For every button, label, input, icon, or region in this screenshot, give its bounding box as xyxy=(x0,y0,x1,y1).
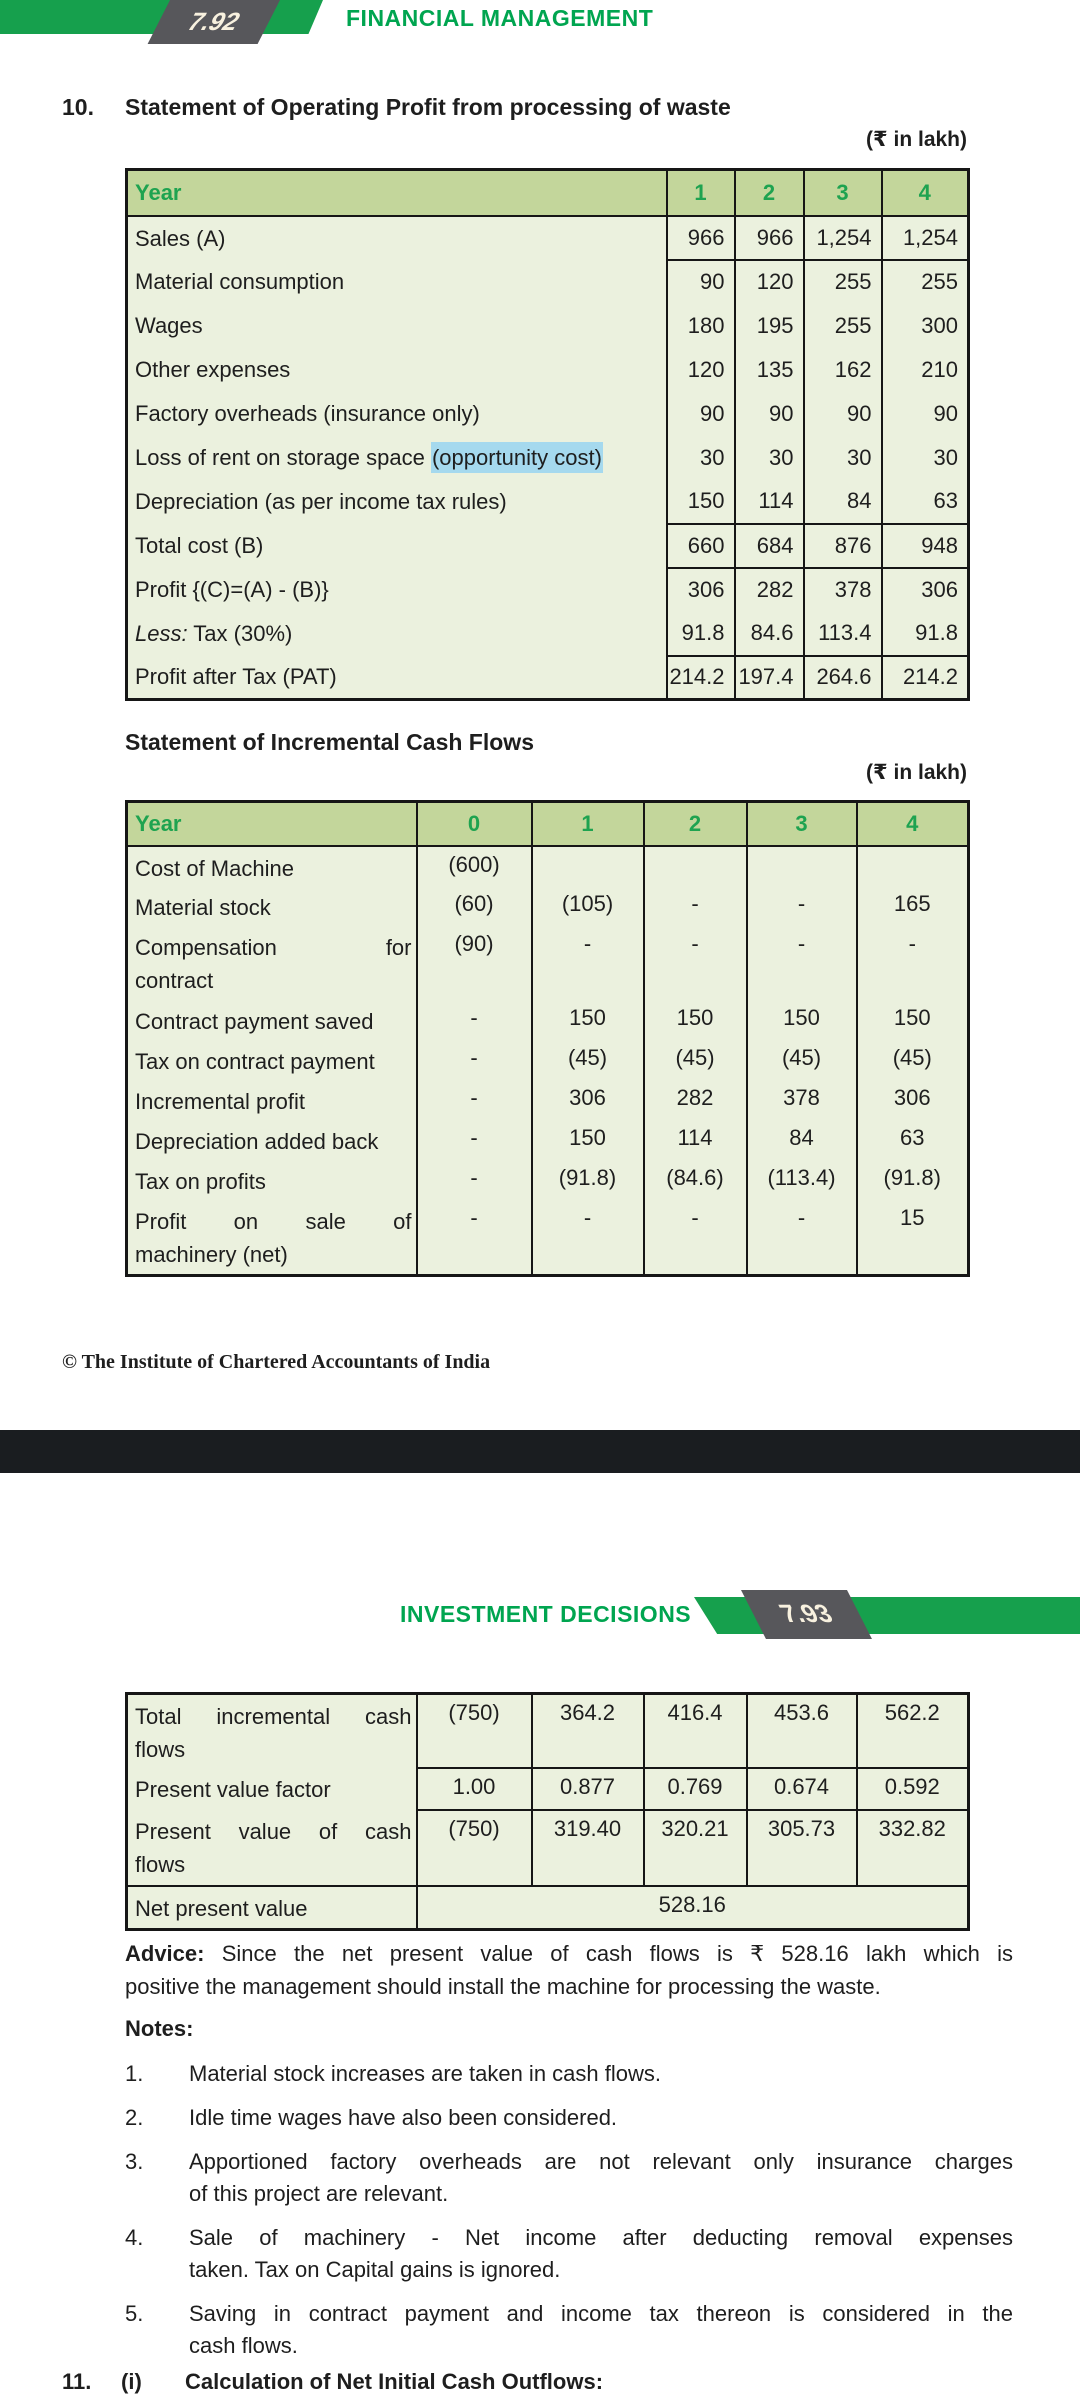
value-cell: 966 xyxy=(667,216,735,260)
value-cell xyxy=(644,846,747,886)
value-cell: 214.2 xyxy=(882,656,969,700)
table-row xyxy=(127,1040,969,1080)
value-cell xyxy=(857,846,969,886)
value-cell xyxy=(532,846,644,886)
value-cell: - xyxy=(644,926,747,1000)
note-text: Sale of machinery - Net income after deducting removal expenses taken. Tax on Capital gains is ignored. xyxy=(189,2225,1013,2282)
advice-label: Advice: xyxy=(125,1941,205,1966)
year-column-header: 0 xyxy=(417,802,532,846)
operating-profit-table xyxy=(125,168,970,701)
value-cell: (84.6) xyxy=(644,1160,747,1200)
item-sub-number: (i) xyxy=(121,2369,142,2394)
value-cell: 150 xyxy=(747,1000,857,1040)
value-cell: 306 xyxy=(667,568,735,612)
page-number: 7.92 xyxy=(182,7,246,36)
value-cell: 90 xyxy=(667,392,735,436)
value-cell: 453.6 xyxy=(747,1694,857,1768)
value-cell: 378 xyxy=(804,568,882,612)
value-cell: 30 xyxy=(804,436,882,480)
value-cell: (45) xyxy=(747,1040,857,1080)
value-cell: 416.4 xyxy=(644,1694,747,1768)
value-cell: 378 xyxy=(747,1080,857,1120)
row-label: Net present value xyxy=(127,1886,417,1930)
value-cell: 120 xyxy=(667,348,735,392)
row-label: Less: Tax (30%) xyxy=(135,621,293,646)
value-cell: 91.8 xyxy=(667,612,735,656)
row-label: Incremental profit xyxy=(135,1088,305,1114)
value-cell: 210 xyxy=(882,348,969,392)
value-cell: - xyxy=(417,1160,532,1200)
value-cell: (60) xyxy=(417,886,532,926)
note-item xyxy=(125,2058,1013,2090)
value-cell: (105) xyxy=(532,886,644,926)
value-cell: (91.8) xyxy=(857,1160,969,1200)
value-cell: 300 xyxy=(882,304,969,348)
value-cell: 1,254 xyxy=(882,216,969,260)
value-cell: 114 xyxy=(644,1120,747,1160)
value-cell xyxy=(747,846,857,886)
note-item xyxy=(125,2222,1013,2286)
value-cell: 1,254 xyxy=(804,216,882,260)
value-cell: 197.4 xyxy=(735,656,804,700)
text-highlight: (opportunity cost) xyxy=(431,442,603,473)
value-cell: (45) xyxy=(644,1040,747,1080)
table-row xyxy=(127,656,969,700)
value-cell: 214.2 xyxy=(667,656,735,700)
chapter-header-title: INVESTMENT DECISIONS xyxy=(400,1601,692,1627)
currency-note: (₹ in lakh) xyxy=(866,761,967,784)
row-label: Loss of rent on storage space (opportunity cost) xyxy=(127,436,667,480)
table-row xyxy=(127,348,969,392)
row-label: Depreciation (as per income tax rules) xyxy=(135,489,507,514)
value-cell: - xyxy=(644,886,747,926)
value-cell: 165 xyxy=(857,886,969,926)
value-cell: (113.4) xyxy=(747,1160,857,1200)
npv-table xyxy=(125,1692,970,1931)
row-label: Other expenses xyxy=(135,357,291,382)
table-row xyxy=(127,846,969,886)
value-cell: 966 xyxy=(735,216,804,260)
row-label: Profit {(C)=(A) - (B)} xyxy=(135,577,329,602)
value-cell: - xyxy=(747,886,857,926)
row-label: Present value factor xyxy=(135,1776,331,1802)
value-cell: 282 xyxy=(735,568,804,612)
note-text: Material stock increases are taken in cash flows. xyxy=(189,2061,661,2086)
table-row xyxy=(127,480,969,524)
merged-value-cell: 528.16 xyxy=(417,1886,969,1930)
value-cell: 0.769 xyxy=(644,1768,747,1810)
value-cell: 660 xyxy=(667,524,735,568)
value-cell: 364.2 xyxy=(532,1694,644,1768)
notes-heading: Notes: xyxy=(125,2016,194,2041)
page-number-badge xyxy=(148,0,280,44)
table-row xyxy=(127,886,969,926)
row-label: Material consumption xyxy=(135,269,345,294)
value-cell: 150 xyxy=(644,1000,747,1040)
row-label: Total cost (B) xyxy=(135,533,264,558)
item-number: 10. xyxy=(62,94,94,120)
note-text: Idle time wages have also been considered. xyxy=(189,2105,618,2130)
note-number: 1. xyxy=(125,2061,144,2086)
value-cell: (45) xyxy=(532,1040,644,1080)
value-cell: 320.21 xyxy=(644,1810,747,1886)
note-number: 3. xyxy=(125,2149,144,2174)
note-item xyxy=(125,2298,1013,2362)
table-row xyxy=(127,1810,969,1886)
header-row xyxy=(127,802,969,846)
value-cell: 113.4 xyxy=(804,612,882,656)
value-cell: 162 xyxy=(804,348,882,392)
value-cell: 876 xyxy=(804,524,882,568)
year-column-header: 1 xyxy=(667,170,735,216)
row-label: Contract payment saved xyxy=(135,1008,374,1034)
row-label: Tax on profits xyxy=(135,1168,266,1194)
row-label: Material stock xyxy=(135,894,271,920)
table-row xyxy=(127,1886,969,1930)
table-header xyxy=(127,170,969,216)
table-body xyxy=(127,216,969,700)
year-column-header: 2 xyxy=(644,802,747,846)
row-label: Profit on sale of machinery (net) xyxy=(135,1208,412,1267)
value-cell: 264.6 xyxy=(804,656,882,700)
value-cell: 84 xyxy=(747,1120,857,1160)
year-column-header: 1 xyxy=(532,802,644,846)
page-separator xyxy=(0,1430,1080,1473)
value-cell: (750) xyxy=(417,1694,532,1768)
value-cell: - xyxy=(417,1040,532,1080)
value-cell: 90 xyxy=(882,392,969,436)
value-cell: 0.592 xyxy=(857,1768,969,1810)
note-number: 2. xyxy=(125,2105,144,2130)
value-cell: - xyxy=(532,1200,644,1276)
value-cell: 30 xyxy=(882,436,969,480)
year-column-header: 3 xyxy=(747,802,857,846)
row-label: Depreciation added back xyxy=(135,1128,379,1154)
value-cell: 255 xyxy=(882,260,969,304)
value-cell: (750) xyxy=(417,1810,532,1886)
header-row xyxy=(127,170,969,216)
table-body xyxy=(127,1694,969,1930)
note-item xyxy=(125,2146,1013,2210)
value-cell: 91.8 xyxy=(882,612,969,656)
value-cell: 305.73 xyxy=(747,1810,857,1886)
value-cell: - xyxy=(532,926,644,1000)
value-cell: (91.8) xyxy=(532,1160,644,1200)
value-cell: 150 xyxy=(532,1120,644,1160)
value-cell: 306 xyxy=(532,1080,644,1120)
table-row xyxy=(127,392,969,436)
item-11-heading xyxy=(62,2369,603,2395)
value-cell: - xyxy=(747,1200,857,1276)
value-cell: 135 xyxy=(735,348,804,392)
row-label: Wages xyxy=(135,313,203,338)
table-row xyxy=(127,216,969,260)
table-row xyxy=(127,1694,969,1768)
item-title: Calculation of Net Initial Cash Outflows: xyxy=(185,2369,604,2394)
value-cell: - xyxy=(417,1120,532,1160)
statement-title: Statement of Operating Profit from processing of waste xyxy=(125,94,731,120)
value-cell: 120 xyxy=(735,260,804,304)
value-cell: 114 xyxy=(735,480,804,524)
value-cell: - xyxy=(417,1000,532,1040)
note-number: 4. xyxy=(125,2225,144,2250)
value-cell: 319.40 xyxy=(532,1810,644,1886)
year-column-header: 4 xyxy=(882,170,969,216)
table-row xyxy=(127,612,969,656)
value-cell: - xyxy=(644,1200,747,1276)
table-body xyxy=(127,846,969,1276)
value-cell: 150 xyxy=(857,1000,969,1040)
item-number: 11. xyxy=(62,2369,92,2394)
value-cell: 63 xyxy=(857,1120,969,1160)
value-cell: 948 xyxy=(882,524,969,568)
value-cell: 63 xyxy=(882,480,969,524)
value-cell: 90 xyxy=(804,392,882,436)
table-header xyxy=(127,802,969,846)
year-row-header: Year xyxy=(127,802,417,846)
value-cell: 306 xyxy=(882,568,969,612)
value-cell: 1.00 xyxy=(417,1768,532,1810)
value-cell: 30 xyxy=(735,436,804,480)
value-cell: 195 xyxy=(735,304,804,348)
note-number: 5. xyxy=(125,2301,144,2326)
advice-paragraph: Advice: Since the net present value of cash flows is ₹ 528.16 lakh which is positive the management should install the machine for processing the waste. xyxy=(125,1941,1013,1999)
value-cell: 282 xyxy=(644,1080,747,1120)
row-label: Sales (A) xyxy=(135,225,226,251)
value-cell: 15 xyxy=(857,1200,969,1276)
value-cell: 150 xyxy=(532,1000,644,1040)
value-cell: (45) xyxy=(857,1040,969,1080)
row-label: Compensation for contract xyxy=(135,934,412,993)
note-text: Saving in contract payment and income tax thereon is considered in the cash flows. xyxy=(189,2301,1013,2358)
table-row xyxy=(127,1120,969,1160)
row-label: Tax on contract payment xyxy=(135,1048,375,1074)
value-cell: 255 xyxy=(804,304,882,348)
row-label: Total incremental cash flows xyxy=(135,1704,412,1762)
table-row xyxy=(127,524,969,568)
row-label: Cost of Machine xyxy=(135,855,294,881)
table-row xyxy=(127,436,969,480)
year-column-header: 3 xyxy=(804,170,882,216)
table-row xyxy=(127,1200,969,1276)
row-label: Factory overheads (insurance only) xyxy=(135,401,480,426)
value-cell: - xyxy=(747,926,857,1000)
value-cell: - xyxy=(417,1080,532,1120)
table-row xyxy=(127,304,969,348)
value-cell: 180 xyxy=(667,304,735,348)
value-cell: 0.674 xyxy=(747,1768,857,1810)
currency-note: (₹ in lakh) xyxy=(866,128,967,151)
row-label: Profit after Tax (PAT) xyxy=(135,664,337,690)
table-row xyxy=(127,568,969,612)
note-item xyxy=(125,2102,1013,2134)
year-column-header: 4 xyxy=(857,802,969,846)
notes-list xyxy=(125,2058,1013,2374)
value-cell: 684 xyxy=(735,524,804,568)
value-cell: 0.877 xyxy=(532,1768,644,1810)
value-cell: 150 xyxy=(667,480,735,524)
table-row xyxy=(127,1080,969,1120)
table-row xyxy=(127,260,969,304)
value-cell: 332.82 xyxy=(857,1810,969,1886)
value-cell: 84.6 xyxy=(735,612,804,656)
value-cell: (600) xyxy=(417,846,532,886)
table-row xyxy=(127,1160,969,1200)
page-number: 7.93 xyxy=(774,1600,838,1628)
copyright-line: © The Institute of Chartered Accountants of India xyxy=(62,1351,491,1373)
value-cell: 255 xyxy=(804,260,882,304)
chapter-header-title: FINANCIAL MANAGEMENT xyxy=(346,5,654,31)
year-column-header: 2 xyxy=(735,170,804,216)
incremental-cash-flows-table xyxy=(125,800,970,1277)
value-cell: 90 xyxy=(667,260,735,304)
table-row xyxy=(127,1000,969,1040)
table-row xyxy=(127,926,969,1000)
table-row xyxy=(127,1768,969,1810)
value-cell: (90) xyxy=(417,926,532,1000)
value-cell: - xyxy=(417,1200,532,1276)
value-cell: 84 xyxy=(804,480,882,524)
year-row-header: Year xyxy=(127,170,667,216)
value-cell: 306 xyxy=(857,1080,969,1120)
value-cell: 30 xyxy=(667,436,735,480)
row-label: Present value of cash flows xyxy=(135,1818,412,1877)
value-cell: - xyxy=(857,926,969,1000)
value-cell: 90 xyxy=(735,392,804,436)
note-text: Apportioned factory overheads are not relevant only insurance charges of this project are relevant. xyxy=(189,2149,1013,2206)
value-cell: 562.2 xyxy=(857,1694,969,1768)
section-title: Statement of Incremental Cash Flows xyxy=(125,729,534,755)
